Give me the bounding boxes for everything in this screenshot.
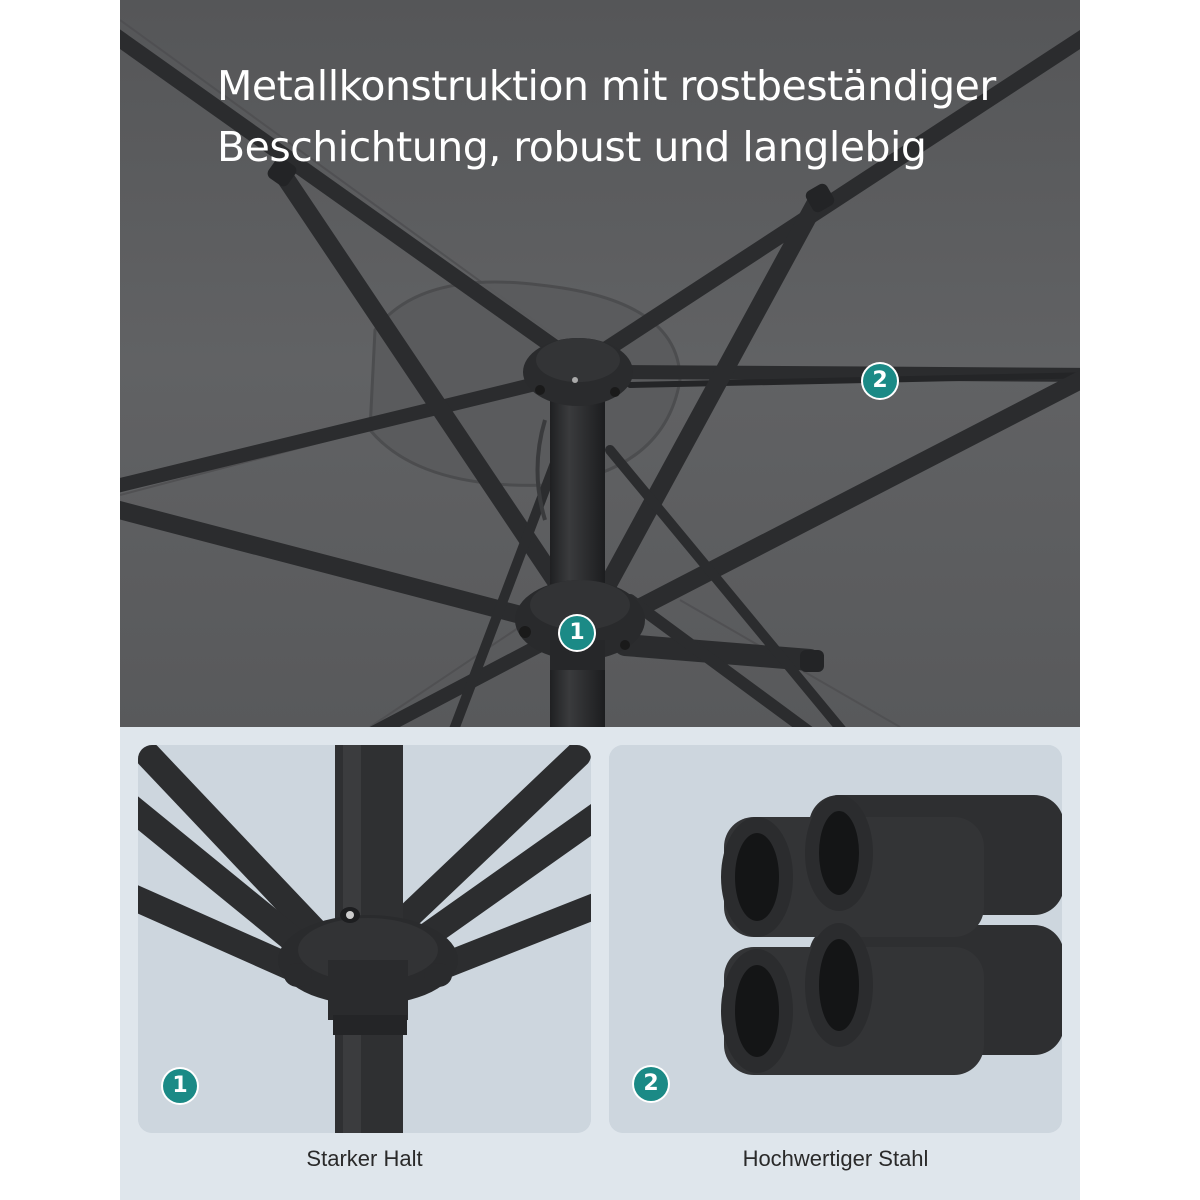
- product-panel: [120, 0, 1080, 1200]
- headline: [217, 56, 1067, 178]
- feature-badge-2: 2: [634, 1067, 668, 1101]
- steel-profile-illustration: [609, 745, 1062, 1133]
- hero-badge-2: 2: [863, 364, 897, 398]
- hero-badge-1: 1: [560, 616, 594, 650]
- feature-card-hub: [138, 745, 591, 1133]
- top-hub: [523, 338, 633, 406]
- hub-closeup-illustration: [138, 745, 591, 1133]
- feature-card-steel: [609, 745, 1062, 1133]
- parasol-underside-photo: [120, 0, 1080, 727]
- headline-line-1: Metallkonstruktion mit rostbeständiger: [217, 62, 996, 110]
- feature-caption-2: Hochwertiger Stahl: [742, 1146, 929, 1171]
- headline-line-2: Beschichtung, robust und langlebig: [217, 123, 927, 171]
- parasol-pole: [550, 380, 605, 727]
- feature-caption-1: Starker Halt: [306, 1146, 423, 1171]
- feature-badge-1: 1: [163, 1069, 197, 1103]
